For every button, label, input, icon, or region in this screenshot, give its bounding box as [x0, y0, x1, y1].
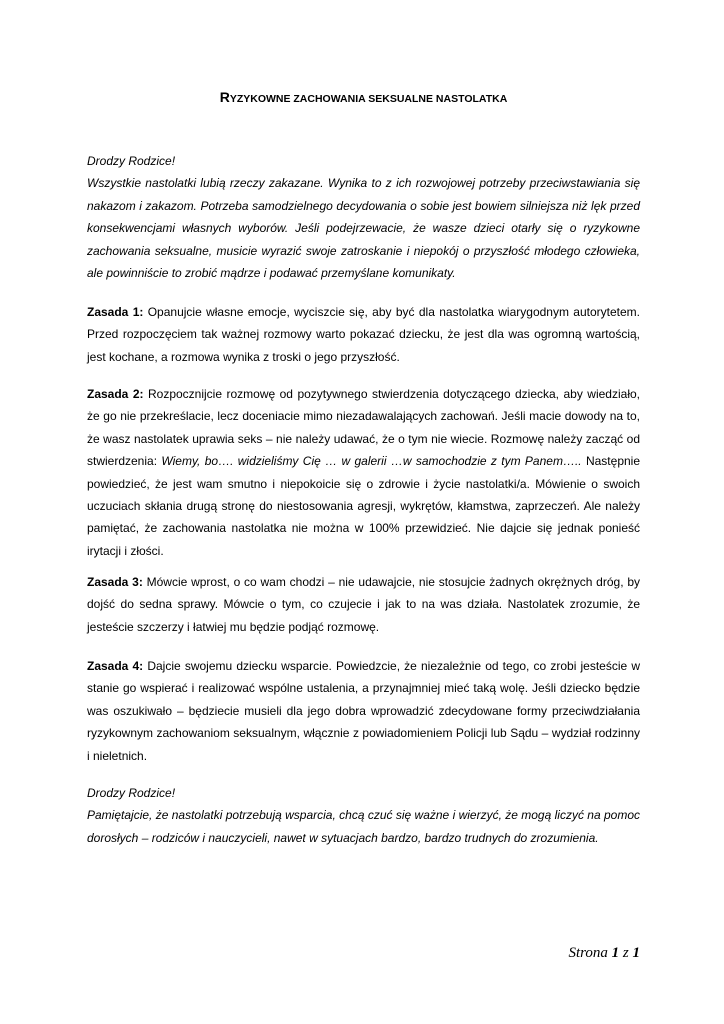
footer-total-pages: 1	[632, 945, 640, 961]
page-number-footer	[568, 945, 640, 962]
intro-paragraph	[87, 150, 640, 284]
intro-text: Wszystkie nastolatki lubią rzeczy zakazane. Wynika to z ich rozwojowej potrzeby przeciwstawiania się nakazom i zakazom. Potrzeba samodzielnego decydowania o sobie jest bowiem silniejsza niż lęk przed konsekwencjami własnych wyborów. Jeśli podejrzewacie, że wasze dzieci otarły się o ryzykowne zachowania seksualne, musicie wyrazić swoje zatroskanie i niepokój o przyszłość młodego człowieka, ale powinniście to zrobić mądrze i podawać przemyślane komunikaty.	[87, 176, 640, 281]
intro-greeting: Drodzy Rodzice!	[87, 154, 176, 168]
rule-4-text: Dajcie swojemu dziecku wsparcie. Powiedzcie, że niezależnie od tego, co zrobi jesteście w stanie go wspierać i realizować wspólne ustalenia, a przynajmniej mieć taką wolę. Jeśli dziecko będzie was oszukiwało – będziecie musieli dla jego dobra wprowadzić zdecydowane formy przeciwdziałania ryzykownym zachowaniom seksualnym, włącznie z powiadomieniem Policji lub Sądu – wydział rodzinny i nieletnich.	[87, 659, 641, 763]
footer-current-page: 1	[611, 945, 620, 961]
rule-1-paragraph	[87, 301, 640, 368]
rule-3-paragraph	[87, 571, 640, 638]
closing-greeting: Drodzy Rodzice!	[87, 786, 176, 800]
rule-3-label: Zasada 3:	[87, 575, 143, 589]
rule-1-label: Zasada 1:	[87, 305, 144, 319]
document-title	[87, 89, 640, 107]
footer-word-page: Strona	[568, 945, 608, 961]
rule-4-label: Zasada 4:	[87, 659, 144, 673]
rule-2-text-a: Rozpocznijcie rozmowę od pozytywnego stwierdzenia dotyczącego dziecka, aby wiedziało, że go nie przekreślacie, lecz doceniacie mimo niezadawalających zachowań. Jeśli macie dowody na to, że wasz nastolatek uprawia seks – nie należy udawać, że o tym nie wiecie. Rozmowę należy zacząć od stwierdzenia:	[87, 387, 640, 469]
title-initial: R	[219, 89, 230, 105]
rule-2-quote: Wiemy, bo…. widzieliśmy Cię … w galerii …w samochodzie z tym Panem…..	[161, 454, 582, 469]
closing-paragraph	[87, 782, 640, 849]
rule-4-paragraph	[87, 655, 640, 767]
rule-2-label: Zasada 2:	[87, 387, 144, 401]
footer-word-of: z	[622, 945, 629, 961]
rule-2-text-b: Następnie powiedzieć, że jest wam smutno i niepokoicie się o zdrowie i życie nastolatki/a. Mówienie o swoich uczuciach skłania drugą stronę do niestosowania agresji, wykrętów, kłamstwa, zaprzeczeń. Ale należy pamiętać, że zachowania nastolatka nie można w 100% przewidzieć. Nie dajcie się jednak ponieść irytacji i złości.	[87, 454, 641, 558]
rule-2-paragraph	[87, 383, 640, 562]
rule-3-text: Mówcie wprost, o co wam chodzi – nie udawajcie, nie stosujcie żadnych okrężnych dróg, by dojść do sedna sprawy. Mówcie o tym, co czujecie i jak to na was działa. Nastolatek zrozumie, że jesteście szczerzy i łatwiej mu będzie podjąć rozmowę.	[87, 575, 640, 634]
title-rest: YZYKOWNE ZACHOWANIA SEKSUALNE NASTOLATKA	[229, 93, 508, 105]
closing-text: Pamiętajcie, że nastolatki potrzebują wsparcia, chcą czuć się ważne i wierzyć, że mogą liczyć na pomoc dorosłych – rodziców i nauczycieli, nawet w sytuacjach bardzo, bardzo trudnych do zrozumienia.	[87, 808, 640, 845]
document-page	[87, 0, 640, 1024]
rule-1-text: Opanujcie własne emocje, wyciszcie się, aby być dla nastolatka wiarygodnym autorytetem. Przed rozpoczęciem tak ważnej rozmowy warto pokazać dziecku, że jest dla was ogromną wartością, jest kochane, a rozmowa wynika z troski o jego przyszłość.	[87, 305, 641, 364]
